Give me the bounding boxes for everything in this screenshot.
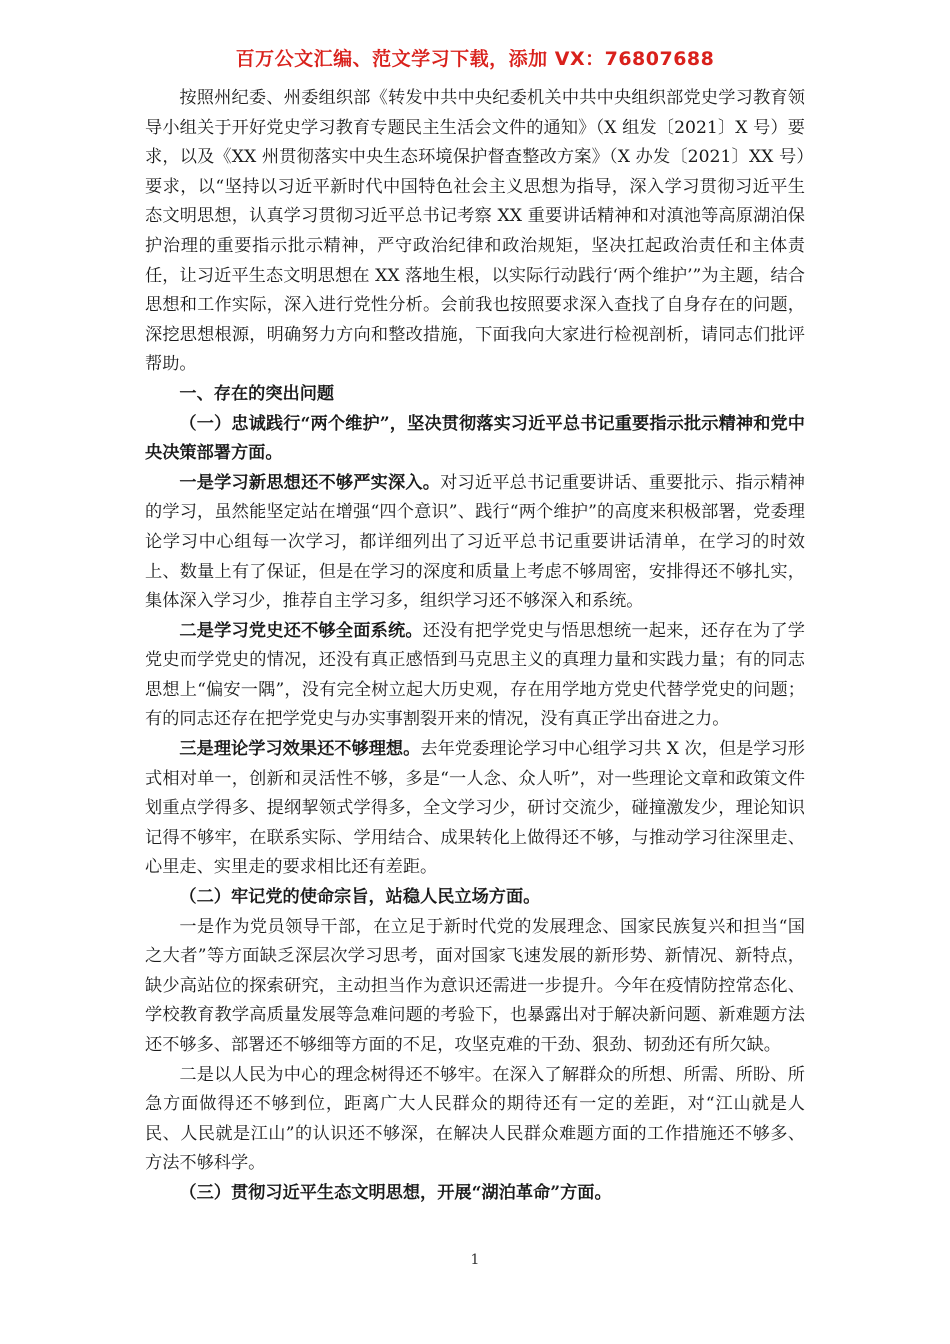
point-3-paragraph: [145, 735, 805, 883]
subsection-2-paragraph-1: 一是作为党员领导干部，在立足于新时代党的发展理念、国家民族复兴和担当“国之大者”等方面缺乏深层次学习思考，面对国家飞速发展的新形势、新情况、新特点，缺少高站位的探索研究，主动担当作为意识还需进一步提升。今年在疫情防控常态化、学校教育教学高质量发展等急难问题的考验下，也暴露出对于解决新问题、新难题方法还不够多、部署还不够细等方面的不足，攻坚克难的干劲、狠劲、韧劲还有所欠缺。: [145, 916, 805, 1055]
point-1-paragraph: [145, 469, 805, 617]
document-body: [145, 84, 805, 1209]
intro-paragraph: 按照州纪委、州委组织部《转发中共中央纪委机关中共中央组织部党史学习教育领导小组关于开好党史学习教育专题民主生活会文件的通知》（X 组发〔2021〕X 号）要求，以及《XX 州贯彻落实中央生态环境保护督查整改方案》（X 办发〔2021〕XX 号）要求，以“坚持以习近平新时代中国特色社会主义思想为指导，深入学习贯彻习近平生态文明思想，认真学习贯彻习近平总书记考察 XX 重要讲话精神和对滇池等高原湖泊保护治理的重要指示批示精神，严守政治纪律和政治规矩，坚决扛起政治责任和主体责任，让习近平生态文明思想在 XX 落地生根，以实际行动践行‘两个维护’”为主题，结合思想和工作实际，深入进行党性分析。会前我也按照要求深入查找了自身存在的问题，深挖思想根源，明确努力方向和整改措施，下面我向大家进行检视剖析，请同志们批评帮助。: [145, 88, 805, 375]
point-3-text: 去年党委理论学习中心组学习共 X 次，但是学习形式相对单一，创新和灵活性不够，多是“一人念、众人听”，对一些理论文章和政策文件划重点学得多、提纲挈领式学得多，全文学习少，研讨交流少，碰撞激发少，理论知识记得不够牢，在联系实际、学用结合、成果转化上做得还不够，与推动学习往深里走、心里走、实里走的要求相比还有差距。: [145, 739, 805, 878]
point-1-text: 对习近平总书记重要讲话、重要批示、指示精神的学习，虽然能坚定站在增强“四个意识”、践行“两个维护”的高度来积极部署，党委理论学习中心组每一次学习，都详细列出了习近平总书记重要讲话清单，在学习的时效上、数量上有了保证，但是在学习的深度和质量上考虑不够周密，安排得还不够扎实，集体深入学习少，推荐自主学习多，组织学习还不够深入和系统。: [145, 472, 805, 612]
subsection-heading-1: （一）忠诚践行“两个维护”，坚决贯彻落实习近平总书记重要指示批示精神和党中央决策部署方面。: [145, 413, 805, 464]
page-number: 1: [470, 1252, 480, 1268]
point-1-lead: 一是学习新思想还不够严实深入。: [179, 472, 441, 493]
section-heading-1: 一、存在的突出问题: [179, 383, 335, 404]
subsection-2-paragraph-2: 二是以人民为中心的理念树得还不够牢。在深入了解群众的所想、所需、所盼、所急方面做得还不够到位，距离广大人民群众的期待还有一定的差距，对“江山就是人民、人民就是江山”的认识还不够深，在解决人民群众难题方面的工作措施还不够多、方法不够科学。: [145, 1064, 805, 1174]
subsection-heading-3: （三）贯彻习近平生态文明思想，开展“湖泊革命”方面。: [179, 1182, 612, 1203]
point-2-lead: 二是学习党史还不够全面系统。: [179, 620, 423, 641]
watermark-banner: 百万公文汇编、范文学习下载，添加 VX：76807688: [235, 48, 715, 70]
subsection-heading-2: （二）牢记党的使命宗旨，站稳人民立场方面。: [179, 887, 541, 908]
point-2-paragraph: [145, 617, 805, 735]
point-3-lead: 三是理论学习效果还不够理想。: [179, 739, 421, 760]
point-2-text: 还没有把学党史与悟思想统一起来，还存在为了学党史而学党史的情况，还没有真正感悟到马克思主义的真理力量和实践力量；有的同志思想上“偏安一隅”，没有完全树立起大历史观，存在用学地方党史代替学党史的问题；有的同志还存在把学党史与办实事割裂开来的情况，没有真正学出奋进之力。: [145, 620, 805, 730]
